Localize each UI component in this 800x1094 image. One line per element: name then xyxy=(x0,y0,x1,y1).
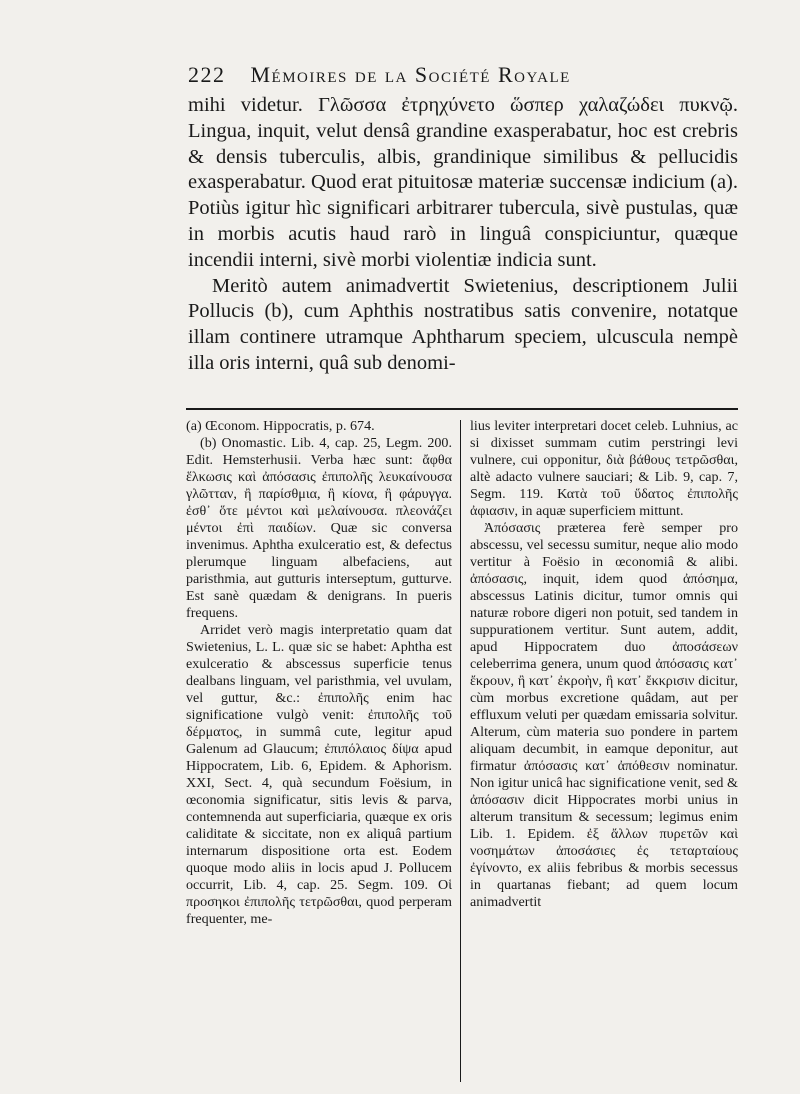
footnotes-right-column xyxy=(470,418,738,911)
running-title: Mémoires de la Société Royale xyxy=(250,62,571,87)
page-number: 222 xyxy=(188,62,226,87)
running-header xyxy=(188,62,748,88)
footnote-right-paragraph-1: lius leviter interpretari docet celeb. Luhnius, ac si dixisset summam cutim perstringi levi vulnere, cui opponitur, διὰ βάθους τετρῶσθαι, altè adacto vulnere sauciari; & Lib. 9, cap. 7, Segm. 119. Κατὰ τοῦ ὕδατος ἐπιπολῆς ἀφιασιν, in aquæ superficiem mittunt. xyxy=(470,418,738,519)
footnote-b-continuation: Arridet verò magis interpretatio quam dat Swietenius, L. L. quæ sic se habet: Aphtha est exulceratio & abscessus superficie tenus dealbans linguam, vel paristhmia, vel uvulam, vel guttur, &c.: ἐπιπολῆς enim hac significatione vulgò venit: ἐπιπολῆς τοῦ δέρματος, in summâ cute, legitur apud Galenum ad Glaucum; ἐπιπόλαιος δίψα apud Hippocratem, Lib. 6, Epidem. & Aphorism. XXI, Sect. 4, quà secundum Foësium, in œconomia significatur, sitis levis & parva, contemnenda aut superficiaria, quæque ex oris caliditate & siccitate, non ex aliquâ partium internarum dispositione orta est. Eodem quoque modo aliis in locis apud J. Pollucem occurrit, Lib. 4, cap. 25. Segm. 109. Οἱ προσηκοι ἐπιπολῆς τετρῶσθαι, quod perperam frequenter, me- xyxy=(186,622,452,927)
footnote-right-paragraph-2: Ἀπόσασις præterea ferè semper pro abscessu, vel secessu sumitur, neque alio modo vertitur à Foësio in œconomiâ & alibi. ἀπόσασις, inquit, idem quod ἀπόσημα, abscessus Latinis dicitur, tumor omnis qui naturæ robore digeri non potuit, sed tandem in suppurationem vertitur. Sunt autem, addit, apud Hippocratem duo ἀποσάσεων celeberrima genera, unum quod ἀπόσασις κατ᾽ ἔκρουν, ἢ κατ᾽ ἐκροὴν, ἢ κατ᾽ ἔκκρισιν dicitur, cùm morbus excretione quâdam, aut per effluxum veluti per quædam emissaria solvitur. Alterum, cùm materia suo pondere in partem aliquam decumbit, in eamque deponitur, aut firmatur ἀπόσασις κατ᾽ ἀπόθεσιν nominatur. Non igitur unicâ hac significatione venit, sed & ἀπόσασιν dicit Hippocrates morbi unius in alterum transitum & secessum; legimus enim Lib. 1. Epidem. ἐξ ἄλλων πυρετῶν καὶ νοσημάτων ἀποσάσιες ἐς τεταρταίους ἐγίνοντο, ex aliis febribus & morbis secessus in quartanas fiebant; ad quem locum animadvertit xyxy=(470,520,738,910)
column-divider xyxy=(460,420,461,1082)
main-paragraph-2: Meritò autem animadvertit Swietenius, descriptionem Julii Pollucis (b), cum Aphthis nostratibus satis convenire, notatque illam continere utramque Aphtharum speciem, ulcuscula nempè illa oris interni, quâ sub denomi- xyxy=(188,274,738,374)
footnote-a: (a) Œconom. Hippocratis, p. 674. xyxy=(186,418,375,434)
footnote-b: (b) Onomastic. Lib. 4, cap. 25, Legm. 200. Edit. Hemsterhusii. Verba hæc sunt: ἄφθα ἕλκωσις καὶ ἀπόσασις ἐπιπολῆς λευκαίνουσα γλῶτταν, ἢ παρίσθμια, ἢ κίονα, ἢ φάρυγγα. ἐσθ᾽ ὅτε μέντοι καὶ μελαίνουσα. πλεονάζει μέντοι ἐπὶ παιδίων. Quæ sic conversa invenimus. Aphtha exulceratio est, & defectus plerumque linguam albefaciens, aut paristhmia, aut gutturis interseptum, gutturve. Est sanè quædam & denigrans. In pueris frequens. xyxy=(186,435,452,621)
footnotes-left-column xyxy=(186,418,452,928)
footnote-separator xyxy=(186,408,738,410)
main-text xyxy=(188,93,738,377)
main-paragraph-1: mihi videtur. Γλῶσσα ἐτρηχύνετο ὥσπερ χαλαζώδει πυκνῷ. Lingua, inquit, velut densâ grandine exasperabatur, hoc est crebris & densis tuberculis, albis, grandinique similibus & pellucidis exasperabatur. Quod erat pituitosæ materiæ succensæ indicium (a). Potiùs igitur hìc significari arbitrarer tubercula, sivè pustulas, quæ in morbis acutis haud rarò in linguâ conspiciuntur, quæque incendii interni, sivè morbi violentiæ indicia sunt. xyxy=(188,94,738,271)
